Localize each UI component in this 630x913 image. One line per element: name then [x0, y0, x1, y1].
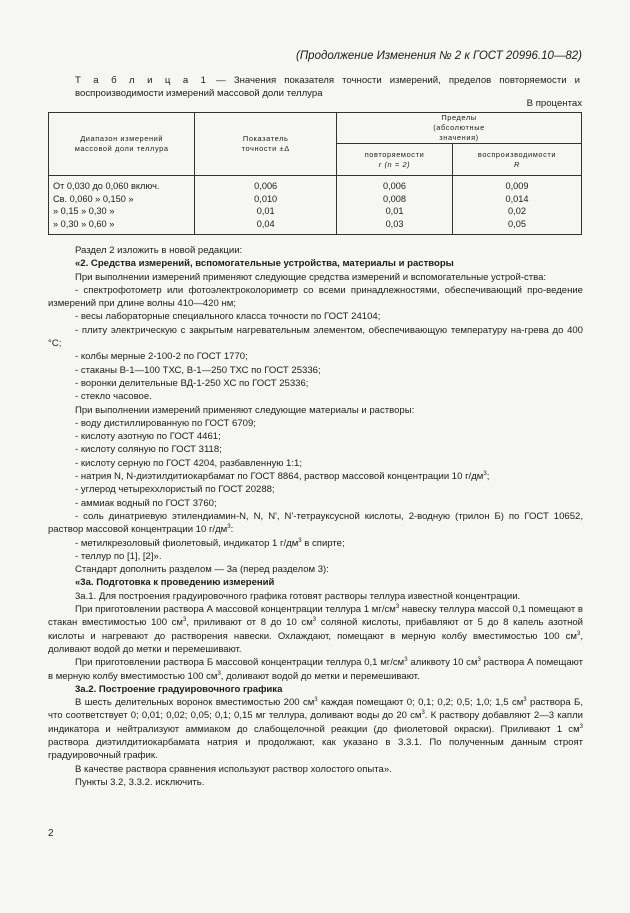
list-item: - колбы мерные 2-100-2 по ГОСТ 1770;	[75, 351, 248, 363]
list-item: - стекло часовое.	[75, 391, 152, 403]
list-item: - плиту электрическую с закрытым нагревательным элементом, обеспечивающую температуру на-грева до 400 °С;	[48, 324, 583, 350]
paragraph-text: При приготовлении раствора А массовой концентрации теллура 1 мг/см	[75, 604, 396, 616]
header-limits: Пределы (абсолютные значения)	[337, 113, 582, 144]
punctuation: ;	[486, 471, 490, 483]
section-heading: «2. Средства измерений, вспомогательные устройства, материалы и растворы	[75, 258, 454, 270]
superscript: 3	[577, 630, 581, 637]
paragraph: 3а.1. Для построения градуировочного графика готовят растворы теллура известной концентрации.	[75, 590, 521, 602]
table-caption-label: Т а б л и ц а 1	[75, 75, 209, 86]
list-item: - углерод четыреххлористый по ГОСТ 20288;	[75, 484, 275, 496]
accuracy-cell: 0,010	[254, 193, 278, 204]
list-item-text: в спирте;	[301, 537, 345, 549]
reproducibility-cell: 0,014	[505, 193, 529, 204]
list-item	[48, 510, 583, 537]
list-item: - кислоту серную по ГОСТ 4204, разбавленную 1:1;	[75, 457, 302, 469]
paragraph	[48, 656, 583, 683]
superscript: 3	[182, 617, 187, 624]
reproducibility-cell: 0,05	[508, 218, 526, 229]
list-item: - стаканы В-1—100 ТХС, В-1—250 ТХС по ГОСТ 25336;	[75, 364, 321, 376]
paragraph-text: навеску теллура массой 0,1 помещают в стакан вместимостью 100 см	[48, 604, 583, 629]
table-caption	[75, 74, 580, 100]
header-range: Диапазон измерений массовой доли теллура	[49, 113, 195, 176]
reproducibility-cell: 0,02	[508, 206, 526, 217]
range-cell: » 0,30 » 0,60 »	[53, 218, 115, 229]
accuracy-cell: 0,006	[254, 181, 278, 191]
paragraph	[48, 696, 583, 762]
list-item: - кислоту азотную по ГОСТ 4461;	[75, 431, 221, 443]
repeatability-column	[337, 176, 453, 235]
page-number: 2	[48, 828, 54, 839]
repeatability-cell: 0,01	[385, 206, 404, 217]
paragraph: При выполнении измерений применяют следующие средства измерений и вспомогательные устрой-ства:	[75, 271, 547, 283]
accuracy-column	[195, 176, 337, 235]
list-item-text: - метилкрезоловый фиолетовый, индикатор 1 г/дм	[75, 537, 299, 549]
superscript: 3	[404, 657, 408, 664]
accuracy-table	[48, 112, 582, 235]
paragraph-text: При приготовлении раствора Б массовой концентрации теллура 0,1 мг/см	[75, 657, 405, 669]
paragraph-text: , доливают водой до метки и перемешивают.	[220, 670, 420, 682]
paragraph-text: В шесть делительных воронок вместимостью 200 см	[75, 697, 315, 709]
paragraph: Стандарт дополнить разделом — 3а (перед разделом 3):	[75, 564, 329, 576]
superscript: 3	[314, 697, 318, 704]
list-item: - аммиак водный по ГОСТ 3760;	[75, 497, 217, 509]
reproducibility-cell: 0,009	[505, 181, 529, 191]
paragraph: Пункты 3.2, 3.3.2. исключить.	[75, 776, 205, 788]
superscript: 3	[298, 537, 302, 544]
superscript: 3	[579, 723, 583, 730]
range-cell: От 0,030 до 0,060 включ.	[53, 181, 160, 191]
header-reproducibility	[453, 144, 582, 176]
repeatability-cell: 0,008	[383, 193, 407, 204]
superscript: 3	[523, 697, 527, 704]
running-header: (Продолжение Изменения № 2 к ГОСТ 20996.10—82)	[296, 50, 582, 62]
superscript: 3	[312, 617, 317, 624]
header-accuracy: Показатель точности ±Δ	[195, 113, 337, 176]
list-item-text: - натрия N, N-диэтилдитиокарбамат по ГОСТ 8864, раствор массовой концентрации 10 г/дм	[75, 471, 484, 483]
list-item: - воду дистиллированную по ГОСТ 6709;	[75, 417, 256, 429]
list-item-text: - соль динатриевую этилендиамин-N, N, N', N'-тетрауксусной кислоты, 2-водную (трилон Б) по ГОСТ 10652, раствор массовой концентрации 10 г/дм	[48, 510, 583, 536]
paragraph-text: раствора диэтилдитиокарбамата натрия и продолжают, как указано в 3.3.1. По полученным данным строят градуировочный график.	[48, 736, 583, 762]
superscript: 3	[483, 471, 487, 478]
paragraph-text: , приливают от 8 до 10 см	[186, 617, 313, 629]
paragraph-text: аликвоту 10 см	[407, 657, 478, 669]
paragraph-text: раствора А помещают в мерную колбу вместимостью 100 см	[48, 657, 583, 682]
paragraph-text: каждая помещают 0; 0,1; 0,2; 0,5; 1,0; 1,5 см	[317, 697, 524, 709]
list-item	[48, 537, 583, 550]
paragraph: Раздел 2 изложить в новой редакции:	[75, 245, 243, 256]
paragraph: При выполнении измерений применяют следующие материалы и растворы:	[75, 404, 415, 416]
header-reproducibility-symbol: R	[514, 159, 520, 169]
header-reproducibility-label: воспроизводимости	[477, 149, 557, 159]
paragraph: В качестве раствора сравнения используют раствор холостого опыта».	[75, 763, 392, 775]
accuracy-cell: 0,01	[256, 206, 275, 217]
superscript: 3	[227, 524, 231, 531]
body-text	[48, 244, 583, 789]
superscript: 3	[395, 604, 400, 611]
list-item: - кислоту соляную по ГОСТ 3118;	[75, 444, 222, 456]
range-column	[49, 176, 195, 235]
reproducibility-column	[453, 176, 582, 235]
repeatability-cell: 0,006	[383, 181, 407, 191]
table-units: В процентах	[526, 98, 582, 109]
section-heading: «3а. Подготовка к проведению измерений	[75, 577, 275, 589]
range-cell: Св. 0,060 » 0,150 »	[53, 193, 134, 204]
accuracy-cell: 0,04	[256, 218, 275, 229]
paragraph-text: . К раствору добавляют 2—3 капли индикатора и нейтрализуют аммиаком до слабощелочной реакции (до фиолетовой окраски). Приливают 1 см	[48, 710, 583, 735]
superscript: 3	[477, 657, 481, 664]
list-item: - теллур по [1], [2]».	[75, 550, 162, 562]
paragraph	[48, 603, 583, 656]
table-caption-text: — Значения показателя точности измерений, пределов повторяемости и воспроизводимости измерений массовой доли теллура	[75, 75, 580, 99]
header-repeatability-symbol: r (n = 2)	[378, 159, 411, 169]
list-item: - весы лабораторные специального класса точности по ГОСТ 24104;	[75, 311, 381, 323]
punctuation: :	[230, 524, 234, 536]
header-repeatability	[337, 144, 453, 176]
list-item	[48, 470, 583, 483]
paragraph-text: соляной кислоты, прибавляют от 5 до 8 капель азотной кислоты и нагревают до растворения навески. Охлаждают, помещают в мерную колбу вместимостью 100 см	[48, 617, 583, 642]
header-repeatability-label: повторяемости	[364, 149, 425, 159]
paragraph-text: раствора Б, что соответствует 0; 0,01; 0,02; 0,05; 0,1; 0,15 мг теллура, доливают воды до 20 см	[48, 697, 583, 722]
superscript: 3	[217, 670, 221, 677]
superscript: 3	[421, 710, 425, 717]
repeatability-cell: 0,03	[385, 218, 404, 229]
range-cell: » 0,15 » 0,30 »	[53, 206, 115, 217]
paragraph-text: , доливают водой до метки и перемешивают.	[48, 630, 583, 655]
list-item: - воронки делительные ВД-1-250 ХС по ГОСТ 25336;	[75, 377, 309, 389]
section-heading: 3а.2. Построение градуировочного графика	[75, 683, 283, 695]
list-item: - спектрофотометр или фотоэлектроколориметр со всеми принадлежностями, обеспечивающий про-ведение измерений при длине волны 410—420 нм;	[48, 284, 583, 310]
